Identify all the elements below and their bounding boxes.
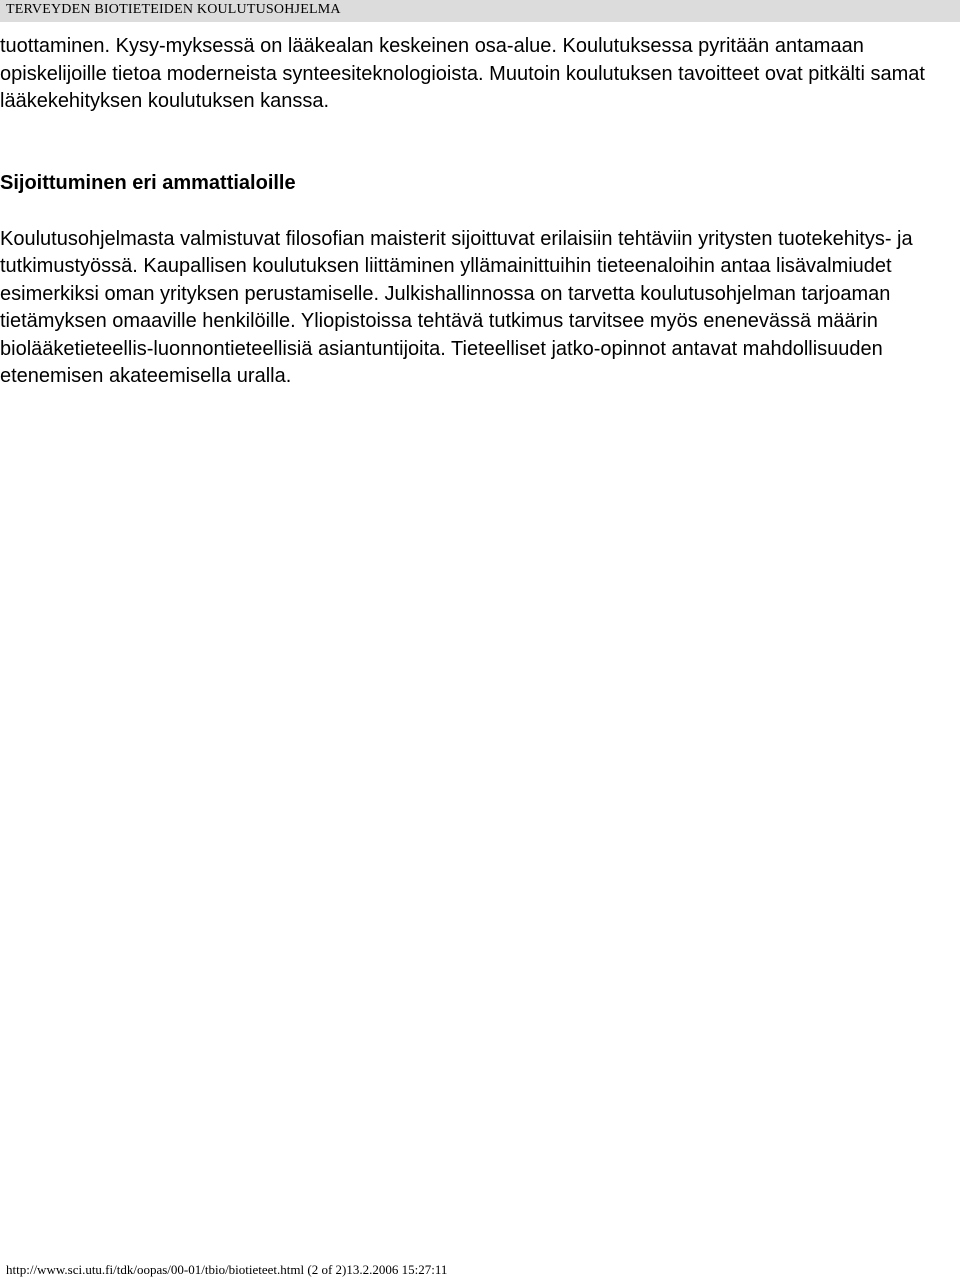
intro-paragraph: tuottaminen. Kysy-myksessä on lääkealan keskeinen osa-alue. Koulutuksessa pyritään antamaan opiskelijoille tietoa moderneista synteesiteknologioista. Muutoin koulutuksen tavoitteet ovat pitkälti samat lääkekehityksen koulutuksen kanssa. [0,35,925,112]
page-header [0,0,960,22]
section-paragraph: Koulutusohjelmasta valmistuvat filosofian maisterit sijoittuvat erilaisiin tehtäviin yritysten tuotekehitys- ja tutkimustyössä. Kaupallisen koulutuksen liittäminen yllämainittuihin tieteenaloihin antaa lisävalmiudet esimerkiksi oman yrityksen perustamiselle. Julkishallinnossa on tarvetta koulutusohjelman tarjoaman tietämyksen omaaville henkilöille. Yliopistoissa tehtävä tutkimus tarvitsee myös enenevässä määrin biolääketieteellis-luonnontieteellisiä asiantuntijoita. Tieteelliset jatko-opinnot antavat mahdollisuuden etenemisen akateemisella uralla. [0,227,913,387]
document-body [0,33,960,391]
footer-url: http://www.sci.utu.fi/tdk/oopas/00-01/tbio/biotieteet.html (2 of 2)13.2.2006 15:27:11 [6,1262,448,1277]
header-title: TERVEYDEN BIOTIETEIDEN KOULUTUSOHJELMA [6,2,341,17]
section-heading: Sijoittuminen eri ammattialoille [0,171,296,194]
